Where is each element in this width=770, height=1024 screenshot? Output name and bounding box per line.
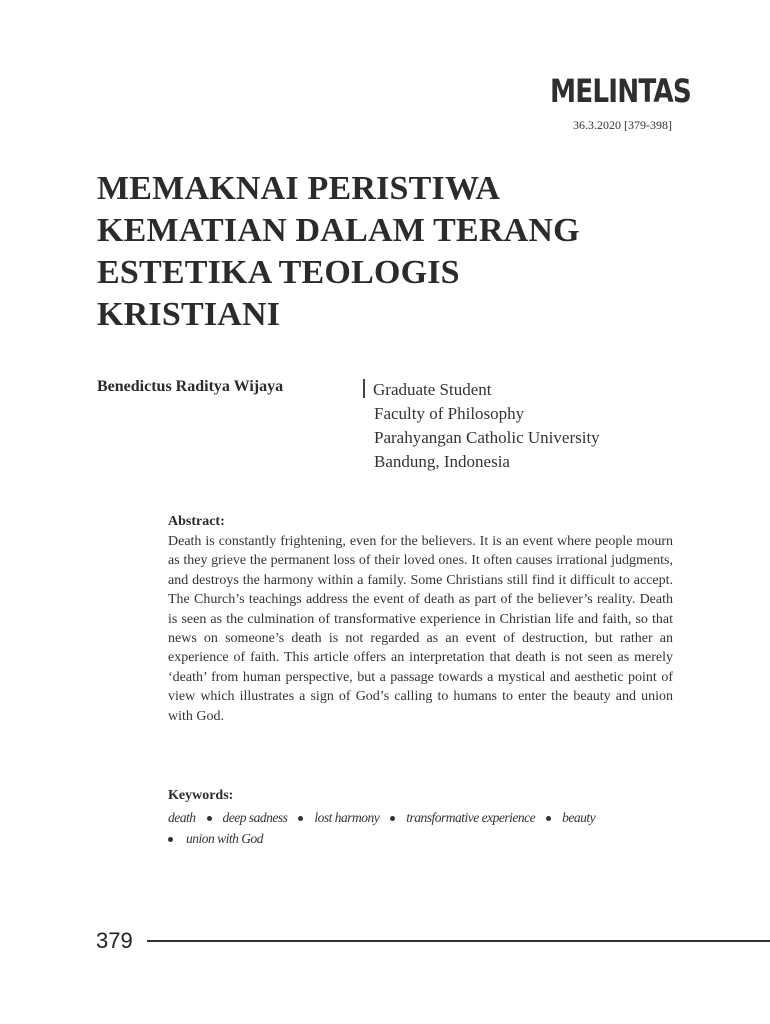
journal-logo-text: MELINTAS [550,72,691,110]
affiliation-line: Faculty of Philosophy [374,404,525,423]
affiliation-separator [363,379,365,398]
affiliation-role: Graduate Student [373,380,492,399]
bullet-icon [168,837,173,842]
bullet-icon [298,816,303,821]
abstract-label: Abstract: [168,514,225,529]
keywords-list [168,807,678,849]
title-line: ESTETIKA TEOLOGIS [97,254,460,291]
title-line: KEMATIAN DALAM TERANG [97,212,580,249]
journal-logo [550,72,691,110]
bullet-icon [546,816,551,821]
bullet-icon [390,816,395,821]
keyword: beauty [562,810,596,825]
footer-rule [147,940,770,942]
affiliation-line: Bandung, Indonesia [374,452,510,471]
keyword: lost harmony [314,810,380,825]
keyword: union with God [186,831,264,846]
issue-info: 36.3.2020 [379-398] [573,118,672,132]
page-number: 379 [96,928,133,953]
keyword: transformative experience [406,810,536,825]
keyword: deep sadness [222,810,288,825]
abstract-section [168,513,673,726]
affiliation-line: Parahyangan Catholic University [374,428,600,447]
abstract-text: Death is constantly frightening, even for the believers. It is an event where people mourn as they grieve the permanent loss of their loved ones. It often causes irrational judgments, and destroys the harmony within a family. Some Christians still find it difficult to accept. The Church’s teachings address the event of death as part of the believer’s reality. Death is seen as the culmination of transformative experience in Christian life and faith, so that news on someone’s death is not regarded as an event of destruction, but rather an experience of faith. This article offers an interpretation that death is not seen as merely ‘death’ from human perspective, but a passage towards a mystical and aesthetic point of view which illustrates a sign of God’s calling to humans to enter the beauty and union with God. [168,534,673,724]
title-line: MEMAKNAI PERISTIWA [97,170,501,207]
author-name: Benedictus Raditya Wijaya [97,378,284,395]
bullet-icon [207,816,212,821]
keywords-label: Keywords: [168,788,234,803]
keywords-section [168,786,678,849]
article-title [97,168,697,336]
keyword: death [168,810,196,825]
title-line: KRISTIANI [97,296,281,333]
author-affiliation [363,378,600,474]
affiliation-line [363,378,600,402]
